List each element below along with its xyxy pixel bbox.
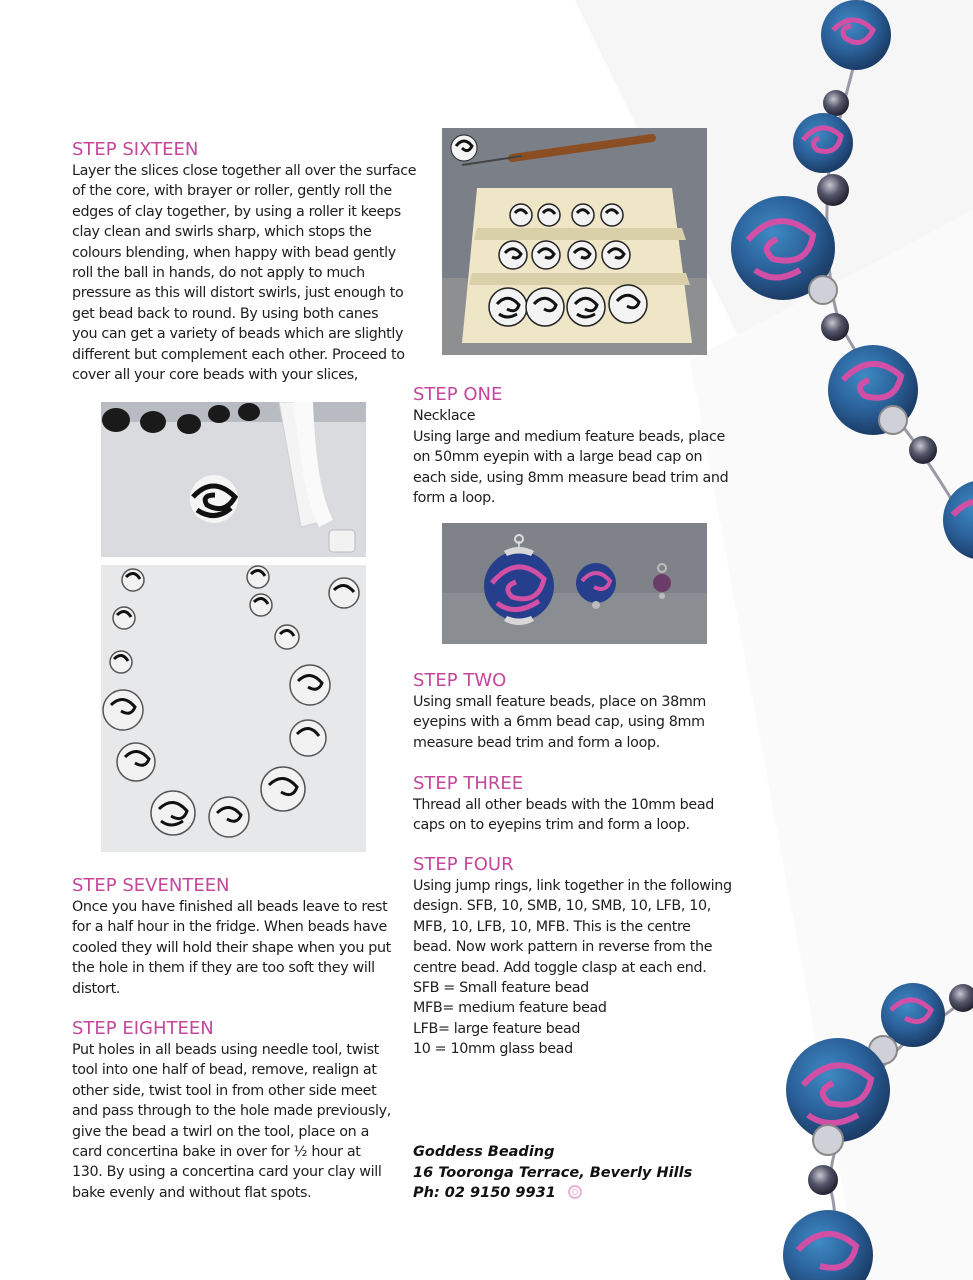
body-line: design. SFB, 10, SMB, 10, SMB, 10, LFB, 10, [413,898,711,915]
body-line: Once you have finished all beads leave to rest [72,899,388,915]
photo-concertina-card [442,128,707,355]
body-line: centre bead. Add toggle clasp at each end. [413,959,707,976]
body-line: tool into one half of bead, remove, realign at [72,1062,377,1079]
body-line: other side, twist tool in from other side meet [72,1082,377,1099]
body-line: LFB= large feature bead [413,1020,581,1037]
step-sixteen-title: STEP SIXTEEN [72,139,199,160]
step-one-subtitle: Necklace [413,408,476,424]
body-line: caps on to eyepins trim and form a loop. [413,817,690,834]
step-sixteen-body [72,161,417,385]
body-line: bake evenly and without flat spots. [72,1184,312,1201]
step-eighteen-title: STEP EIGHTEEN [72,1018,214,1039]
body-line: give the bead a twirl on the tool, place on a [72,1123,369,1140]
footer-phone-line [413,1183,692,1204]
footer-phone: Ph: 02 9150 9931 [413,1185,556,1201]
step-seventeen-body [72,897,402,999]
end-mark-icon [568,1185,582,1199]
body-line: measure bead trim and form a loop. [413,734,660,751]
body-line: form a loop. [413,490,496,507]
body-line: edges of clay together, by using a roller it keeps [72,203,401,220]
body-line: MFB, 10, LFB, 10, MFB. This is the centre [413,918,691,935]
body-line: clay clean and swirls sharp, which stops the [72,224,372,241]
bead-top-1 [821,0,891,70]
body-line: colours blending, when happy with bead gently [72,244,396,261]
body-line: you can get a variety of beads which are slightly [72,326,404,343]
step-three-body [413,795,743,836]
step-one-title: STEP ONE [413,384,503,405]
body-line: Using jump rings, link together in the following [413,878,732,894]
body-line: Thread all other beads with the 10mm bead [413,797,714,813]
step-two-body [413,692,743,753]
body-line: MFB= medium feature bead [413,1000,607,1017]
body-line: 130. By using a concertina card your clay will [72,1164,382,1181]
step-two-title: STEP TWO [413,670,507,691]
body-line: different but complement each other. Proceed to [72,346,405,363]
body-line: Layer the slices close together all over the surface [72,163,417,179]
body-line: eyepins with a 6mm bead cap, using 8mm [413,714,705,731]
footer-contact [413,1142,692,1204]
step-seventeen-title: STEP SEVENTEEN [72,875,230,896]
step-eighteen-body [72,1040,402,1203]
photo-covered-beads [101,565,366,852]
body-line: roll the ball in hands, do not apply to much [72,265,365,282]
photo-feature-beads [442,523,707,644]
body-line: cooled they will hold their shape when you put [72,939,391,956]
body-line: SFB = Small feature bead [413,980,589,997]
body-line: distort. [72,980,121,997]
step-one-body [413,427,743,509]
body-line: the hole in them if they are too soft they will [72,960,375,977]
photo-covering-bead [101,402,366,557]
body-line: cover all your core beads with your slices, [72,367,359,384]
body-line: and pass through to the hole made previously, [72,1103,391,1120]
body-line: Put holes in all beads using needle tool, twist [72,1042,379,1058]
step-four-body [413,876,743,1060]
body-line: of the core, with brayer or roller, gently roll the [72,183,392,200]
step-four-title: STEP FOUR [413,854,514,875]
footer-business-name: Goddess Beading [413,1144,555,1160]
body-line: card concertina bake in over for ½ hour at [72,1144,361,1161]
footer-address: 16 Tooronga Terrace, Beverly Hills [413,1164,693,1181]
body-line: get bead back to round. By using both canes [72,305,379,322]
body-line: Using small feature beads, place on 38mm [413,694,707,710]
body-line: pressure as this will distort swirls, just enough to [72,285,404,302]
necklace-decoration [713,0,973,1280]
body-line: for a half hour in the fridge. When beads have [72,919,387,936]
body-line: on 50mm eyepin with a large bead cap on [413,449,703,466]
body-line: Using large and medium feature beads, place [413,429,725,445]
body-line: each side, using 8mm measure bead trim and [413,469,729,486]
body-line: 10 = 10mm glass bead [413,1041,573,1058]
step-three-title: STEP THREE [413,773,524,794]
body-line: bead. Now work pattern in reverse from the [413,939,713,956]
